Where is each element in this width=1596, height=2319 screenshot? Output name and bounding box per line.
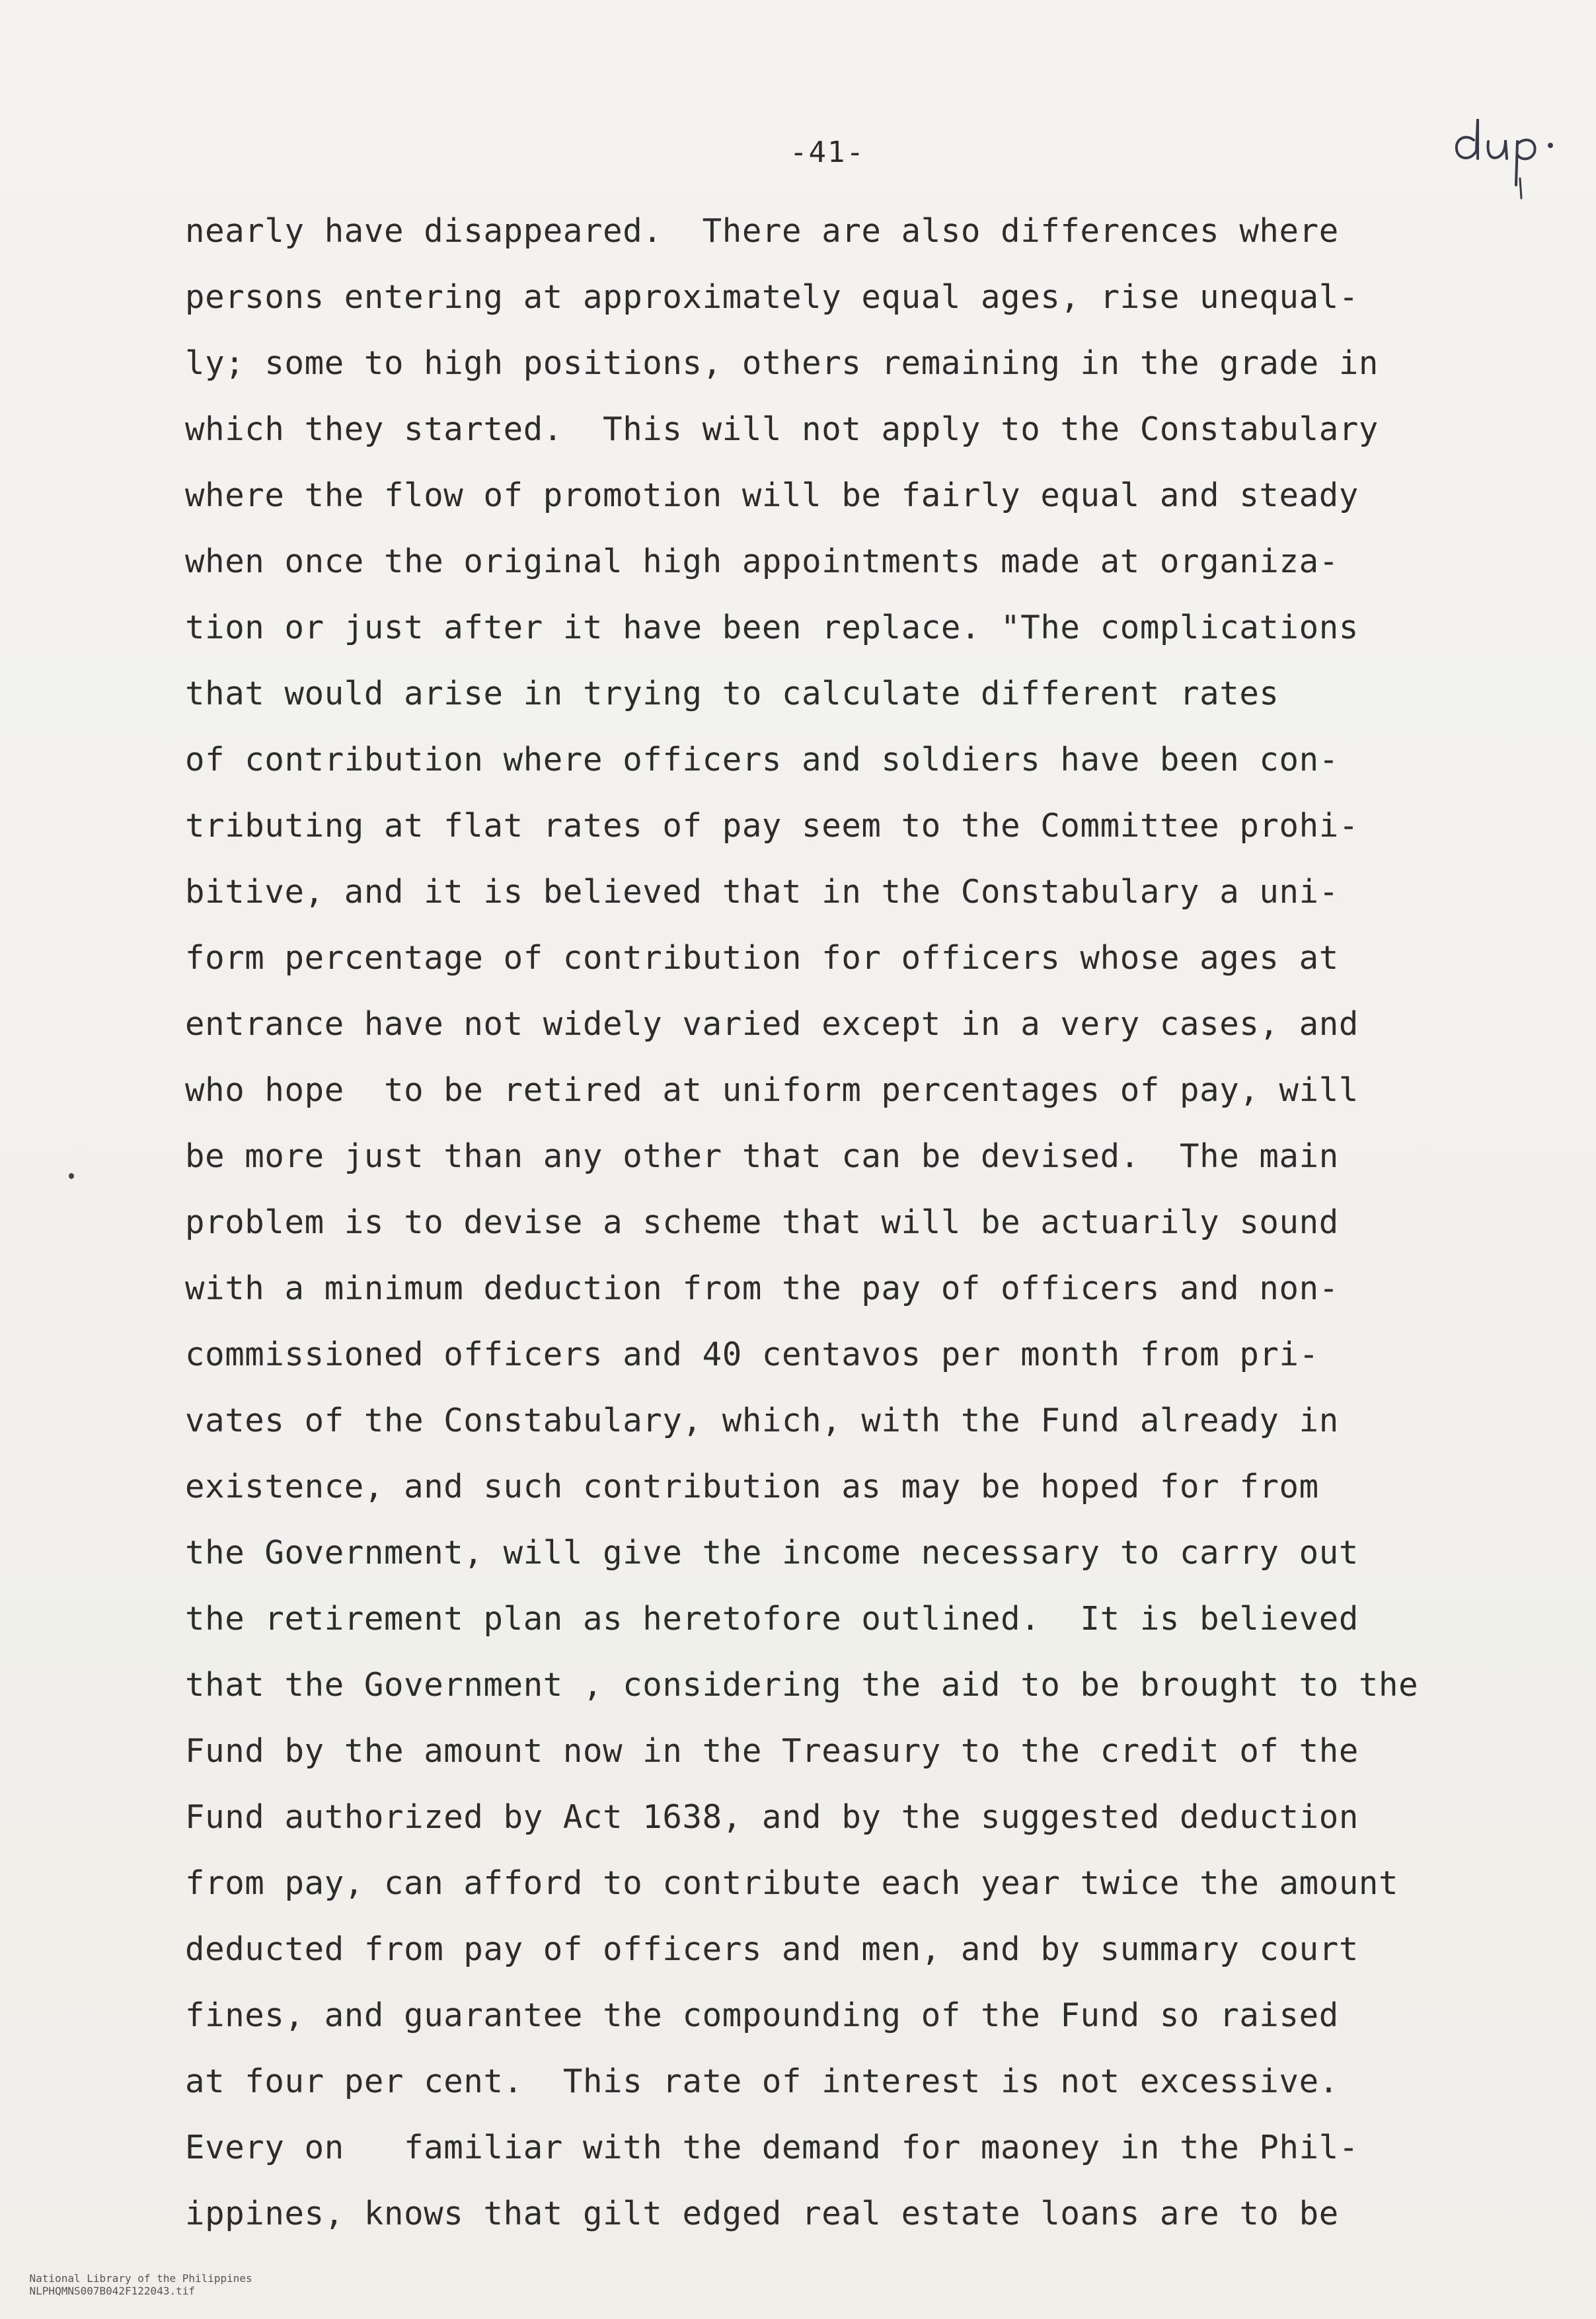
text-line: the Government, will give the income necessary to carry out xyxy=(185,1534,1359,1572)
footer-filename: NLPHQMNS007B042F122043.tif xyxy=(29,2285,195,2297)
text-line: Fund authorized by Act 1638, and by the suggested deduction xyxy=(185,1798,1359,1836)
text-line: Every on familiar with the demand for maoney in the Phil- xyxy=(185,2129,1359,2166)
text-line: Fund by the amount now in the Treasury to the credit of the xyxy=(185,1732,1359,1770)
text-line: who hope to be retired at uniform percentages of pay, will xyxy=(185,1071,1359,1109)
text-line: deducted from pay of officers and men, and by summary court xyxy=(185,1930,1359,1968)
text-line: from pay, can afford to contribute each year twice the amount xyxy=(185,1864,1399,1902)
text-line: entrance have not widely varied except in a very cases, and xyxy=(185,1005,1359,1043)
text-line: form percentage of contribution for officers whose ages at xyxy=(185,939,1339,977)
text-line: fines, and guarantee the compounding of the Fund so raised xyxy=(185,1996,1339,2034)
text-line: ippines, knows that gilt edged real estate loans are to be xyxy=(185,2195,1339,2232)
text-line: of contribution where officers and soldiers have been con- xyxy=(185,741,1339,779)
ink-spot xyxy=(69,1173,74,1179)
text-line: problem is to devise a scheme that will be actuarily sound xyxy=(185,1203,1339,1241)
text-line: when once the original high appointments made at organiza- xyxy=(185,543,1339,580)
text-line: which they started. This will not apply to the Constabulary xyxy=(185,410,1379,448)
text-line: tion or just after it have been replace. "The complications xyxy=(185,609,1359,646)
text-line: at four per cent. This rate of interest is not excessive. xyxy=(185,2063,1339,2100)
text-line: persons entering at approximately equal ages, rise unequal- xyxy=(185,278,1359,316)
text-line: ly; some to high positions, others remaining in the grade in xyxy=(185,344,1379,382)
text-line: nearly have disappeared. There are also differences where xyxy=(185,212,1339,250)
footer-source: National Library of the Philippines xyxy=(29,2272,252,2285)
scan-footer xyxy=(4,2260,279,2310)
text-line: with a minimum deduction from the pay of officers and non- xyxy=(185,1270,1339,1307)
text-line: vates of the Constabulary, which, with the Fund already in xyxy=(185,1402,1339,1439)
text-line: that would arise in trying to calculate different rates xyxy=(185,675,1279,712)
text-line: commissioned officers and 40 centavos per month from pri- xyxy=(185,1336,1319,1373)
text-line: tributing at flat rates of pay seem to the Committee prohi- xyxy=(185,807,1359,845)
page-number: -41- xyxy=(790,135,865,169)
text-line: the retirement plan as heretofore outlined. It is believed xyxy=(185,1600,1359,1638)
text-line: bitive, and it is believed that in the Constabulary a uni- xyxy=(185,873,1339,911)
text-line: existence, and such contribution as may be hoped for from xyxy=(185,1468,1319,1505)
text-line: that the Government , considering the aid to be brought to the xyxy=(185,1666,1419,1704)
handwritten-annotation xyxy=(1447,99,1579,205)
text-line: where the flow of promotion will be fairly equal and steady xyxy=(185,476,1359,514)
typewritten-body xyxy=(185,198,1507,2247)
text-line: be more just than any other that can be devised. The main xyxy=(185,1137,1339,1175)
handwritten-annotation-drawing xyxy=(1447,99,1579,205)
